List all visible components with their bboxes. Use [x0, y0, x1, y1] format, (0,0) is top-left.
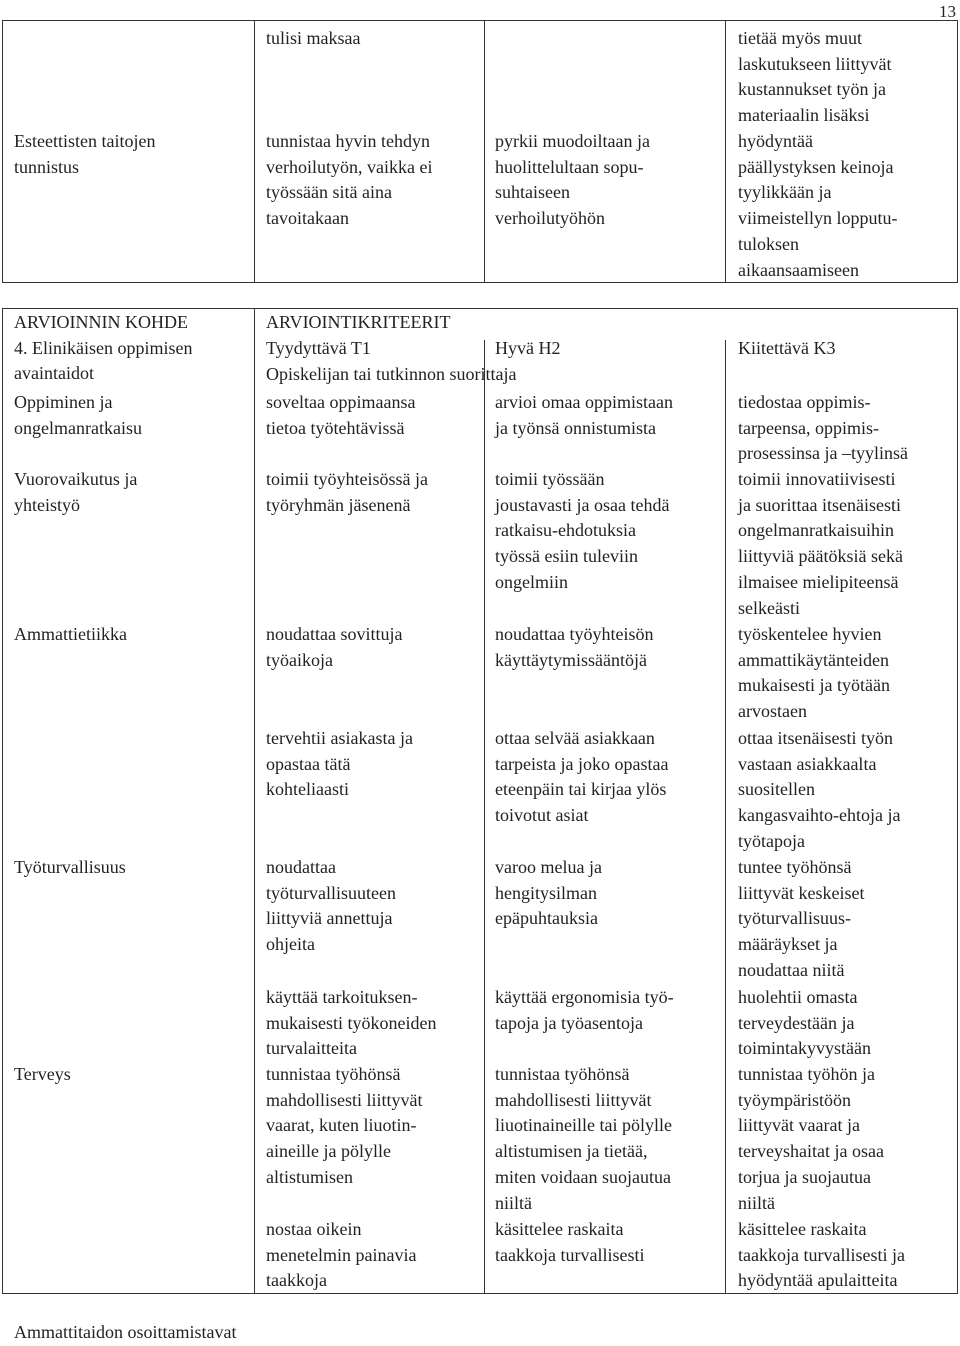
- criterion-k3: [738, 1217, 905, 1294]
- text-line: tunnistaa työhönsä: [495, 1064, 630, 1084]
- text-line: taakkoja: [266, 1270, 327, 1291]
- text-line: ohjeita: [266, 934, 315, 955]
- row-topic: [14, 390, 142, 441]
- criterion-k3: [738, 467, 903, 621]
- text-line: määräykset ja: [738, 934, 838, 955]
- text-line: eteenpäin tai kirjaa ylös: [495, 779, 667, 800]
- top-row1-col2: [266, 26, 360, 52]
- criterion-t1: [266, 1217, 416, 1294]
- text-line: tervehtii asiakasta ja: [266, 728, 413, 748]
- text-line: mahdollisesti liittyvät: [266, 1089, 423, 1110]
- text-line: ja työnsä onnistumista: [495, 417, 656, 438]
- text-line: nostaa oikein: [266, 1219, 362, 1239]
- text-line: varoo melua ja: [495, 857, 602, 877]
- criterion-h2: [495, 1217, 644, 1268]
- text-line: tarpeista ja joko opastaa: [495, 753, 669, 774]
- text-line: noudattaa työyhteisön: [495, 624, 654, 644]
- text-line: miten voidaan suojautua: [495, 1166, 671, 1187]
- text-line: toimii innovatiivisesti: [738, 469, 896, 489]
- text-line: Esteettisten taitojen: [14, 131, 156, 151]
- text-line: noudattaa sovittuja: [266, 624, 403, 644]
- row-topic: [14, 1062, 71, 1088]
- text-line: kustannukset työn ja: [738, 79, 886, 100]
- text-line: päällystyksen keinoja: [738, 156, 894, 177]
- grade-h2-header: Hyvä H2: [495, 338, 561, 358]
- text-line: ilmaisee mielipiteensä: [738, 571, 899, 592]
- text-line: vaarat, kuten liuotin-: [266, 1115, 417, 1136]
- text-line: Ammattietiikka: [14, 624, 127, 644]
- criterion-k3: [738, 622, 890, 725]
- criterion-t1: [266, 622, 402, 673]
- text-line: prosessinsa ja –tyylinsä: [738, 443, 908, 464]
- text-line: niiltä: [495, 1192, 532, 1213]
- text-line: Työturvallisuus: [14, 857, 126, 877]
- text-line: tavoitakaan: [266, 208, 349, 229]
- criterion-h2: [495, 726, 668, 829]
- top-row2-col2: [266, 129, 432, 232]
- text-line: tyylikkään ja: [738, 182, 832, 203]
- text-line: ongelmanratkaisu: [14, 417, 142, 438]
- text-line: mahdollisesti liittyvät: [495, 1089, 652, 1110]
- criterion-t1: [266, 855, 396, 958]
- text-line: työturvallisuuteen: [266, 882, 396, 903]
- text-line: noudattaa: [266, 857, 336, 877]
- criterion-k3: [738, 390, 908, 467]
- text-line: Oppiminen ja: [14, 392, 113, 412]
- text-line: opastaa tätä: [266, 753, 351, 774]
- text-line: tuntee työhönsä: [738, 857, 852, 877]
- criterion-h2: [495, 622, 653, 673]
- text-line: joustavasti ja osaa tehdä: [495, 494, 670, 515]
- column-divider: [725, 21, 726, 282]
- page-number: 13: [939, 2, 956, 21]
- text-line: käyttäytymissääntöjä: [495, 649, 647, 670]
- text-line: mukaisesti työkoneiden: [266, 1012, 437, 1033]
- text-line: työturvallisuus-: [738, 908, 851, 929]
- text-line: viimeistellyn lopputu-: [738, 208, 898, 229]
- footer-heading: Ammattitaidon osoittamistavat: [14, 1322, 237, 1342]
- text-line: menetelmin painavia: [266, 1244, 417, 1265]
- text-line: huolehtii omasta: [738, 987, 858, 1007]
- text-line: torjua ja suojautua: [738, 1166, 871, 1187]
- text-line: tunnistus: [14, 156, 80, 177]
- text-line: terveyshaitat ja osaa: [738, 1141, 884, 1162]
- criterion-t1: [266, 726, 413, 803]
- text-line: tunnistaa hyvin tehdyn: [266, 131, 430, 151]
- criterion-k3: [738, 1062, 884, 1216]
- text-line: työtapoja: [738, 830, 805, 851]
- text-line: toimii työssään: [495, 469, 605, 489]
- text-line: liittyviä päätöksiä sekä: [738, 546, 903, 567]
- text-line: toimintakyvystään: [738, 1038, 871, 1059]
- criterion-h2: [495, 390, 673, 441]
- text-line: hengitysilman: [495, 882, 597, 903]
- text-line: työssään sitä aina: [266, 182, 392, 203]
- text-line: liuotinaineille tai pölylle: [495, 1115, 672, 1136]
- criterion-k3: [738, 985, 871, 1062]
- row-topic: [14, 467, 137, 518]
- text-line: epäpuhtauksia: [495, 908, 598, 929]
- text-line: kangasvaihto-ehtoja ja: [738, 805, 901, 826]
- text-line: käsittelee raskaita: [495, 1219, 624, 1239]
- text-line: Terveys: [14, 1064, 71, 1084]
- text-line: tarpeensa, oppimis-: [738, 417, 879, 438]
- text-line: kohteliaasti: [266, 779, 349, 800]
- text-line: tietää myös muut: [738, 28, 862, 48]
- text-line: käsittelee raskaita: [738, 1219, 867, 1239]
- criterion-h2: [495, 855, 602, 932]
- assessment-target-header: [14, 310, 192, 387]
- criterion-t1: [266, 390, 415, 441]
- text-line: hyödyntää apulaitteita: [738, 1270, 898, 1291]
- text-line: selkeästi: [738, 597, 800, 618]
- text-line: altistumisen ja tietää,: [495, 1141, 648, 1162]
- text-line: työryhmän jäsenenä: [266, 494, 411, 515]
- criterion-t1: [266, 1062, 423, 1191]
- text-line: taakkoja turvallisesti: [495, 1244, 645, 1265]
- text-line: ammattikäytänteiden: [738, 649, 889, 670]
- grade-t1-header: Tyydyttävä T1: [266, 338, 371, 358]
- grade-k3-header: Kiitettävä K3: [738, 338, 836, 358]
- text-line: vastaan asiakkaalta: [738, 753, 877, 774]
- text-line: 4. Elinikäisen oppimisen: [14, 337, 193, 358]
- text-line: toivotut asiat: [495, 805, 589, 826]
- text-line: käyttää ergonomisia työ-: [495, 987, 674, 1007]
- top-row2-col3: [495, 129, 650, 232]
- text-line: ongelmiin: [495, 571, 568, 592]
- text-line: ottaa itsenäisesti työn: [738, 728, 893, 748]
- text-line: terveydestään ja: [738, 1012, 855, 1033]
- row-topic: [14, 622, 127, 648]
- text-line: suhtaiseen: [495, 182, 570, 203]
- text-line: avaintaidot: [14, 363, 94, 384]
- text-line: tiedostaa oppimis-: [738, 392, 871, 412]
- criterion-h2: [495, 467, 669, 596]
- text-line: niiltä: [738, 1192, 775, 1213]
- text-line: työaikoja: [266, 649, 333, 670]
- text-line: laskutukseen liittyvät: [738, 53, 892, 74]
- text-line: taakkoja turvallisesti ja: [738, 1244, 905, 1265]
- text-line: mukaisesti ja työtään: [738, 675, 890, 696]
- text-line: tunnistaa työhönsä: [266, 1064, 401, 1084]
- text-line: noudattaa niitä: [738, 959, 845, 980]
- criteria-header: ARVIOINTIKRITEERIT: [266, 312, 451, 332]
- text-line: aineille ja pölylle: [266, 1141, 391, 1162]
- criterion-k3: [738, 726, 900, 855]
- criterion-h2: [495, 985, 674, 1036]
- text-line: yhteistyö: [14, 494, 80, 515]
- text-line: aikaansaamiseen: [738, 259, 859, 280]
- column-divider: [725, 340, 726, 1293]
- column-divider: [484, 340, 485, 1293]
- text-line: verhoilutyöhön: [495, 208, 605, 229]
- text-line: materiaalin lisäksi: [738, 105, 870, 126]
- text-line: arvioi omaa oppimistaan: [495, 392, 673, 412]
- text-line: työssä esiin tuleviin: [495, 546, 638, 567]
- column-divider: [484, 21, 485, 282]
- text-line: huolittelultaan sopu-: [495, 156, 644, 177]
- top-row2-col1: [14, 129, 155, 180]
- text-line: liittyvät vaarat ja: [738, 1115, 860, 1136]
- criterion-t1: [266, 467, 428, 518]
- text-line: ratkaisu-ehdotuksia: [495, 520, 636, 541]
- text-line: liittyviä annettuja: [266, 908, 393, 929]
- column-divider: [254, 309, 255, 1293]
- text-line: ja suorittaa itsenäisesti: [738, 494, 901, 515]
- criterion-t1: [266, 985, 436, 1062]
- text-line: ongelmanratkaisuihin: [738, 520, 894, 541]
- text-line: ARVIOINNIN KOHDE: [14, 312, 189, 332]
- text-line: suositellen: [738, 779, 815, 800]
- text-line: pyrkii muodoiltaan ja: [495, 131, 650, 151]
- text-line: hyödyntää: [738, 131, 813, 151]
- text-line: työympäristöön: [738, 1089, 851, 1110]
- column-divider: [254, 21, 255, 282]
- text-line: toimii työyhteisössä ja: [266, 469, 428, 489]
- row-topic: [14, 855, 126, 881]
- text-line: tietoa työtehtävissä: [266, 417, 405, 438]
- text-line: käyttää tarkoituksen-: [266, 987, 418, 1007]
- text-line: turvalaitteita: [266, 1038, 357, 1059]
- text-line: työskentelee hyvien: [738, 624, 882, 644]
- performer-header: Opiskelijan tai tutkinnon suorittaja: [266, 364, 517, 384]
- text-line: tapoja ja työasentoja: [495, 1012, 643, 1033]
- text-line: tunnistaa työhön ja: [738, 1064, 875, 1084]
- text-line: altistumisen: [266, 1166, 353, 1187]
- top-row2-col4: [738, 129, 898, 283]
- criterion-k3: [738, 855, 864, 984]
- text-line: soveltaa oppimaansa: [266, 392, 416, 412]
- top-row1-col4: [738, 26, 891, 129]
- text-line: Vuorovaikutus ja: [14, 469, 138, 489]
- criterion-h2: [495, 1062, 672, 1216]
- text-line: liittyvät keskeiset: [738, 882, 865, 903]
- text-line: arvostaen: [738, 701, 807, 722]
- text-line: tulisi maksaa: [266, 28, 361, 48]
- text-line: tuloksen: [738, 233, 799, 254]
- text-line: verhoilutyön, vaikka ei: [266, 156, 433, 177]
- text-line: ottaa selvää asiakkaan: [495, 728, 655, 748]
